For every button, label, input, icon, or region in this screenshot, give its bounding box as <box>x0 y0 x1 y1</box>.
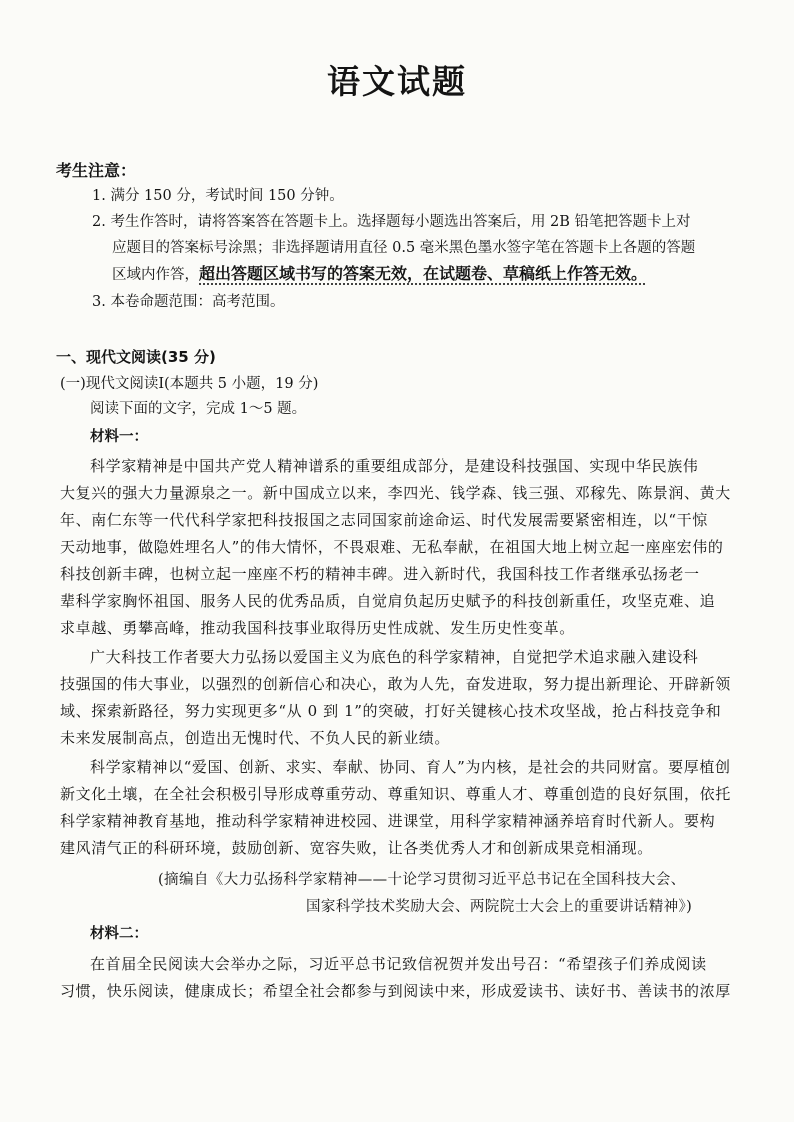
notice-item-2-line-3-text: 区域内作答， <box>112 267 199 283</box>
material-1-label: 材料一： <box>90 428 148 445</box>
paragraph-line: 科学家精神教育基地，推动科学家精神进校园、进课堂，用科学家精神涵养培育时代新人。要构 <box>60 812 716 830</box>
paragraph-line: 广大科技工作者要大力弘扬以爱国主义为底色的科学家精神，自觉把学术追求融入建设科 <box>90 648 699 666</box>
paragraph-line: 科学家精神是中国共产党人精神谱系的重要组成部分，是建设科技强国、实现中华民族伟 <box>90 457 699 475</box>
paragraph-line: 新文化土壤，在全社会积极引导形成尊重劳动、尊重知识、尊重人才、尊重创造的良好氛围，依托 <box>60 785 731 803</box>
notice-emphasis: 超出答题区域书写的答案无效，在试题卷、草稿纸上作答无效。 <box>199 264 648 283</box>
paragraph-line: 习惯，快乐阅读，健康成长；希望全社会都参与到阅读中来，形成爱读书、读好书、善读书的浓厚 <box>60 982 731 1000</box>
section-subheading: (一)现代文阅读Ⅰ(本题共 5 小题，19 分) <box>60 376 319 392</box>
source-citation-line-2: 国家科学技术奖励大会、两院院士大会上的重要讲话精神》) <box>306 899 693 915</box>
material-2-label: 材料二： <box>90 925 148 942</box>
notice-item-2-line-2: 应题目的答案标号涂黑；非选择题请用直径 0.5 毫米黑色墨水签字笔在答题卡上各题的答题 <box>112 240 696 256</box>
paragraph-line: 技强国的伟大事业，以强烈的创新信心和决心，敢为人先，奋发进取，努力提出新理论、开辟新领 <box>60 675 731 693</box>
section-heading: 一、现代文阅读(35 分) <box>56 348 216 366</box>
reading-instruction: 阅读下面的文字，完成 1～5 题。 <box>90 401 307 417</box>
notice-item-2-line-3 <box>112 264 647 285</box>
paragraph-line: 求卓越、勇攀高峰，推动我国科技事业取得历史性成就、发生历史性变革。 <box>60 619 575 637</box>
paragraph-line: 未来发展制高点，创造出无愧时代、不负人民的新业绩。 <box>60 729 451 747</box>
paragraph-line: 天动地事，做隐姓埋名人”的伟大情怀，不畏艰难、无私奉献，在祖国大地上树立起一座座宏伟的 <box>60 538 724 556</box>
notice-item-1: 1. 满分 150 分，考试时间 150 分钟。 <box>92 188 344 204</box>
paragraph-line: 大复兴的强大力量源泉之一。新中国成立以来，李四光、钱学森、钱三强、邓稼先、陈景润、黄大 <box>60 484 731 502</box>
paragraph-line: 域、探索新路径，努力实现更多“从 0 到 1”的突破，打好关键核心技术攻坚战，抢占科技竞争和 <box>60 702 722 720</box>
page-title: 语文试题 <box>327 62 467 101</box>
paragraph-line: 在首届全民阅读大会举办之际，习近平总书记致信祝贺并发出号召：“希望孩子们养成阅读 <box>90 955 707 973</box>
notice-item-2-line-1: 2. 考生作答时，请将答案答在答题卡上。选择题每小题选出答案后，用 2B 铅笔把答题卡上对 <box>92 214 691 230</box>
notice-item-3: 3. 本卷命题范围：高考范围。 <box>92 294 285 310</box>
notice-heading: 考生注意： <box>56 161 137 180</box>
paragraph-line: 科学家精神以“爱国、创新、求实、奉献、协同、育人”为内核，是社会的共同财富。要厚植创 <box>90 758 731 776</box>
source-citation-line-1: (摘编自《大力弘扬科学家精神——十论学习贯彻习近平总书记在全国科技大会、 <box>158 872 686 888</box>
paragraph-line: 年、南仁东等一代代科学家把科技报国之志同国家前途命运、时代发展需要紧密相连，以“干惊 <box>60 511 708 529</box>
paragraph-line: 辈科学家胸怀祖国、服务人民的优秀品质，自觉肩负起历史赋予的科技创新重任，攻坚克难、追 <box>60 592 716 610</box>
paragraph-line: 科技创新丰碑，也树立起一座座不朽的精神丰碑。进入新时代，我国科技工作者继承弘扬老一 <box>60 565 700 583</box>
paragraph-line: 建风清气正的科研环境，鼓励创新、宽容失败，让各类优秀人才和创新成果竞相涌现。 <box>60 839 653 857</box>
